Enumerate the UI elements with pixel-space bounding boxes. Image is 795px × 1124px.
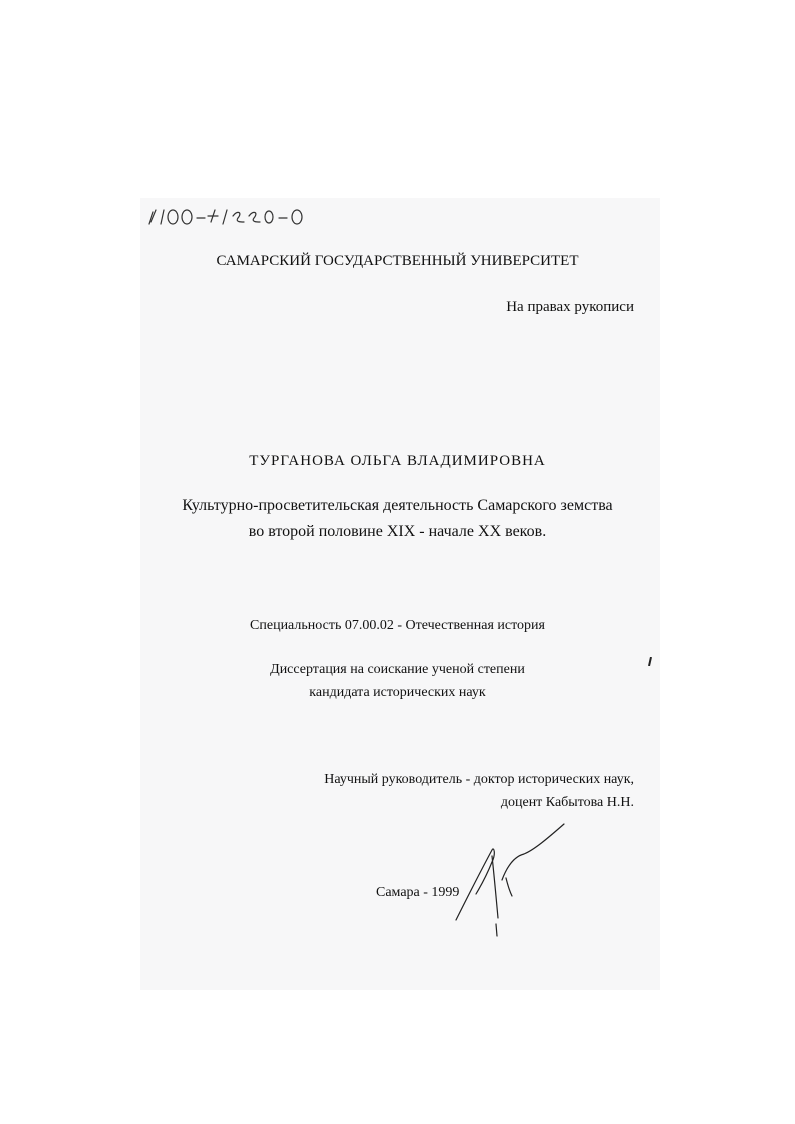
thesis-title-line-2: во второй половине XIX - начале XX веков. [248, 523, 547, 540]
author-name: ТУРГАНОВА ОЛЬГА ВЛАДИМИРОВНА [249, 453, 546, 469]
thesis-title-line-1: Культурно-просветительская деятельность Самарского земства [182, 497, 613, 514]
specialty-line: Специальность 07.00.02 - Отечественная история [250, 618, 545, 633]
university-name: САМАРСКИЙ ГОСУДАРСТВЕННЫЙ УНИВЕРСИТЕТ [216, 253, 579, 269]
place-and-year: Самара - 1999 [376, 885, 460, 900]
scanned-page-area [140, 198, 660, 990]
supervisor-line-1: Научный руководитель - доктор исторических наук, [324, 772, 634, 787]
degree-line-2: кандидата исторических наук [309, 685, 486, 700]
supervisor-line-2: доцент Кабытова Н.Н. [500, 795, 634, 810]
ink-speck [648, 657, 652, 666]
handwritten-archive-code [145, 204, 345, 230]
handwritten-signature [448, 820, 578, 940]
degree-line-1: Диссертация на соискание ученой степени [270, 662, 525, 677]
manuscript-rights-note: На правах рукописи [506, 299, 634, 315]
